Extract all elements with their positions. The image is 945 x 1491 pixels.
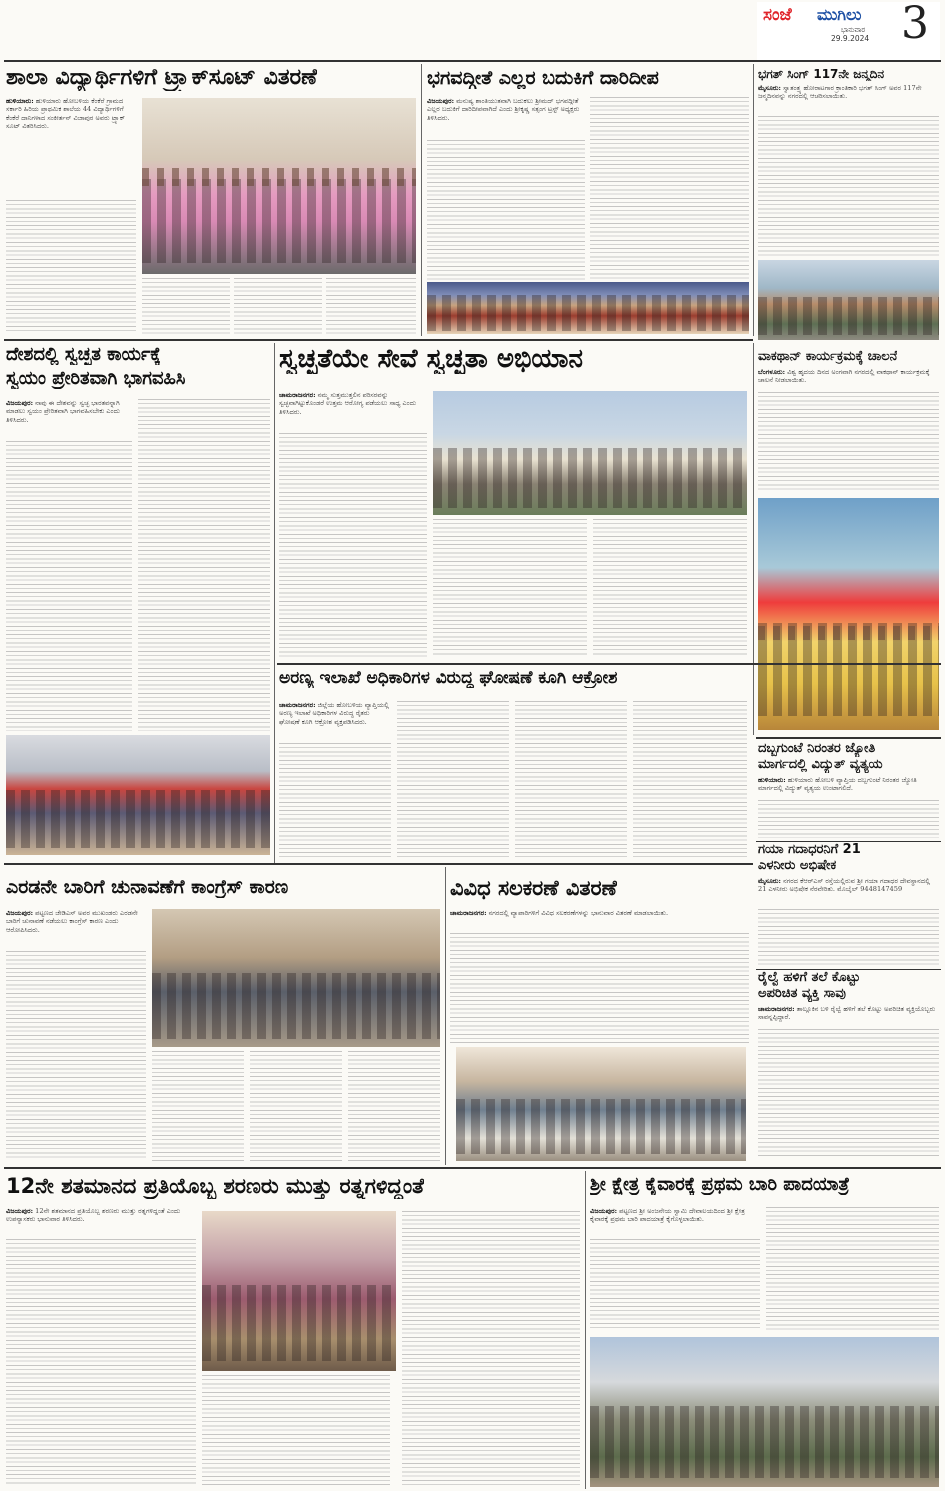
column-rule	[421, 64, 422, 336]
dateline: ಬೆಂಗಳೂರು:	[758, 368, 786, 376]
section-rule	[4, 339, 753, 341]
text-column	[138, 399, 270, 731]
dateline: ಚಾಮರಾಜನಗರ:	[758, 1005, 795, 1013]
headline: ಸ್ವಚ್ಛತೆಯೇ ಸೇವೆ ಸ್ವಚ್ಛತಾ ಅಭಿಯಾನ	[279, 345, 583, 374]
headline: ಭಗವದ್ಗೀತೆ ಎಲ್ಲರ ಬದುಕಿಗೆ ದಾರಿದೀಪ	[427, 68, 659, 89]
photo-felicitation	[427, 282, 749, 334]
text-column	[6, 1239, 196, 1485]
text-column	[515, 701, 627, 857]
lead-text: ಜಿಲ್ಲೆಯ ಹೋಬಳಿಯ ವ್ಯಾಪ್ತಿಯಲ್ಲಿ ಅರಣ್ಯ ಇಲಾಖೆ ಅಧಿಕಾರಿಗಳ ವಿರುದ್ಧ ರೈತರು ಘೋಷಣೆ ಕೂಗಿ ಆಕ್ರೋಶ ವ್ಯಕ್ತಪಡಿಸಿದರು.	[279, 701, 389, 726]
article-body	[6, 1207, 196, 1237]
text-column	[397, 701, 509, 857]
section-rule	[277, 663, 941, 665]
dateline: ಹುಳಿಯಾರು:	[6, 97, 34, 105]
headline: ಶಾಲಾ ವಿದ್ಯಾರ್ಥಿಗಳಿಗೆ ಟ್ರ್ಯಾಕ್‌ಸೂಟ್ ವಿತರಣೆ	[6, 66, 318, 90]
dateline: ಮೈಸೂರು:	[758, 877, 781, 885]
text-column	[590, 1239, 760, 1331]
lead-text: ಪಟ್ಟಣದ ಶ್ರೀ ಅಂಜನೇಯ ಸ್ವಾಮಿ ದೇವಾಲಯದಿಂದ ಶ್ರೀ ಕ್ಷೇತ್ರ ಕೈವಾರಕ್ಕೆ ಪ್ರಥಮ ಬಾರಿ ಪಾದಯಾತ್ರೆ ಕೈಗೊಳ್ಳಲಾಯಿತು.	[590, 1207, 745, 1224]
section-rule	[4, 863, 753, 865]
article-power-cut	[756, 740, 941, 840]
section-rule	[756, 841, 941, 842]
section-rule	[756, 737, 941, 739]
text-column	[593, 519, 747, 657]
article-swachhata-participation	[4, 343, 272, 860]
article-walkathon	[756, 348, 941, 734]
masthead-logo-left: ಸಂಜೆ	[763, 5, 792, 25]
article-body	[758, 368, 939, 390]
headline: ಎರಡನೇ ಬಾರಿಗೆ ಚುನಾವಣೆಗೆ ಕಾಂಗ್ರೆಸ್ ಕಾರಣ	[6, 877, 289, 898]
article-body	[758, 84, 939, 114]
article-body	[427, 97, 585, 137]
article-forest-protest	[277, 667, 751, 860]
dateline: ಮೈಸೂರು:	[758, 84, 781, 92]
column-rule	[585, 1171, 586, 1489]
article-body	[758, 877, 939, 907]
article-body	[450, 909, 749, 931]
article-body	[590, 1207, 760, 1237]
lead-text: ನಮ್ಮ ಸುತ್ತಮುತ್ತಲಿನ ಪರಿಸರವನ್ನು ಸ್ವಚ್ಛವಾಗಿಟ್ಟುಕೊಂಡರೆ ಉತ್ತಮ ಆರೋಗ್ಯ ಪಡೆಯಲು ಸಾಧ್ಯ ಎಂದು ತಿಳಿಸಿದರು.	[279, 391, 417, 416]
text-column	[766, 1207, 939, 1331]
lead-text: ಹುಳಿಯಾರು ಹೋಬಳಿಯ ಕೆಂಕೆರೆ ಗ್ರಾಮದ ಸರ್ಕಾರಿ ಹಿರಿಯ ಪ್ರಾಥಮಿಕ ಶಾಲೆಯ 44 ವಿದ್ಯಾರ್ಥಿಗಳಿಗೆ ಕೆಂಕೆರೆ ದಾನಿಗಳಾದ ಸಂಕೀರ್ತನ್ ವಿಜಾಪುರ ಅವರು ಟ್ರ್ಯಾಕ್ ಸೂಟ್ ವಿತರಿಸಿದರು.	[6, 97, 125, 131]
text-column	[758, 800, 939, 838]
article-body	[6, 909, 146, 949]
headline: ಅರಣ್ಯ ಇಲಾಖೆ ಅಧಿಕಾರಿಗಳ ವಿರುದ್ಧ ಘೋಷಣೆ ಕೂಗಿ ಆಕ್ರೋಶ	[279, 669, 618, 688]
masthead-date: 29.9.2024	[831, 34, 870, 43]
lead-text: 12ನೇ ಶತಮಾನದ ಪ್ರತಿಯೊಬ್ಬ ಶರಣರು ಮುತ್ತು ರತ್ನಗಳಿದ್ದಂತೆ ಎಂದು ಉಪನ್ಯಾಸಕರು ಭಾನುವಾರ ತಿಳಿಸಿದರು.	[6, 1207, 181, 1224]
text-column	[6, 200, 136, 334]
text-column	[450, 933, 749, 1043]
headline: ಭಗತ್ ಸಿಂಗ್ 117ನೇ ಜನ್ಮದಿನ	[758, 68, 884, 81]
article-body	[279, 391, 427, 431]
headline-line-1: ಗಯಾ ಗದಾಧರನಿಗೆ 21	[758, 843, 861, 857]
headline-line-2: ಅಪರಿಚಿತ ವ್ಯಕ್ತಿ ಸಾವು	[758, 987, 846, 1001]
photo-figures	[152, 973, 440, 1039]
photo-distribution	[456, 1047, 746, 1161]
photo-figures	[202, 1285, 396, 1362]
text-column	[758, 909, 939, 965]
photo-swachhata-event	[433, 391, 747, 515]
photo-walkathon	[758, 498, 939, 730]
photo-bhagat-singh-event	[758, 260, 939, 340]
article-trackshoot	[4, 64, 418, 336]
article-sharanaru	[4, 1171, 582, 1489]
dateline: ಚಾಮರಾಜನಗರ:	[279, 391, 316, 399]
article-body	[6, 399, 132, 439]
article-bhagat-singh	[756, 64, 941, 344]
column-rule	[753, 343, 754, 735]
headline: ವಿವಿಧ ಸಲಕರಣೆ ವಿತರಣೆ	[450, 877, 617, 900]
article-body	[6, 97, 136, 197]
lead-text: ಪಟ್ಟಣದ ಜೇಡಿಎಸ್ ಅವರ ಮುಖಂಡರು ಎರಡನೇ ಬಾರಿಗೆ ಚುನಾವಣೆ ನಡೆಯಲು ಕಾಂಗ್ರೆಸ್ ಕಾರಣ ಎಂದು ಆರೋಪಿಸಿದರು.	[6, 909, 138, 934]
photo-padayatre-group	[590, 1337, 939, 1487]
section-rule	[4, 1167, 941, 1169]
photo-figures	[758, 297, 939, 335]
article-body	[758, 776, 939, 798]
text-column	[250, 1051, 342, 1161]
text-column	[6, 951, 146, 1161]
photo-heads	[758, 626, 939, 640]
headline: ವಾಕಥಾನ್ ಕಾರ್ಯಕ್ರಮಕ್ಕೆ ಚಾಲನೆ	[758, 350, 898, 364]
text-column	[152, 1051, 244, 1161]
column-rule	[274, 343, 275, 863]
article-bhagavadgita	[425, 64, 751, 336]
photo-heads	[142, 168, 416, 186]
masthead	[757, 2, 940, 60]
text-column	[279, 433, 427, 657]
photo-cleanliness-drive	[6, 735, 270, 855]
photo-figures	[142, 179, 416, 263]
section-rule	[756, 969, 941, 970]
photo-figures	[590, 1406, 939, 1478]
lead-text: ನಗರದ ಕೆಆರ್‌ಎಸ್ ರಸ್ತೆಯಲ್ಲಿರುವ ಶ್ರೀ ಗಯಾ ಗದಾಧರ ದೇವಸ್ಥಾನದಲ್ಲಿ 21 ಎಳನೀರು ಅಭಿಷೇಕ ನೆರವೇರಿತು. ಮೊಬೈಲ್ 9448147459	[758, 877, 931, 894]
dateline: ಚಾಮರಾಜನಗರ:	[450, 909, 487, 917]
article-tender-coconut-abhisheka	[756, 843, 941, 968]
text-column	[590, 97, 749, 280]
text-column	[279, 743, 391, 857]
article-railway-death	[756, 971, 941, 1161]
headline-line-1: ರೈಲ್ವೆ ಹಳಿಗೆ ತಲೆ ಕೊಟ್ಟು	[758, 971, 861, 985]
text-column	[234, 278, 322, 334]
dateline: ಹುಳಿಯಾರು:	[758, 776, 786, 784]
text-column	[202, 1375, 390, 1485]
article-congress-election	[4, 867, 442, 1165]
photo-figures	[433, 448, 747, 508]
headline: 12ನೇ ಶತಮಾನದ ಪ್ರತಿಯೊಬ್ಬ ಶರಣರು ಮುತ್ತು ರತ್ನಗಳಿದ್ದಂತೆ	[6, 1175, 425, 1198]
article-kaivara-padayatre	[588, 1171, 941, 1489]
headline-line-1: ದೇಶದಲ್ಲಿ ಸ್ವಚ್ಛತ ಕಾರ್ಯಕ್ಕೆ	[6, 345, 161, 365]
photo-jds-meeting	[152, 909, 440, 1047]
article-swachhate-seve	[277, 343, 751, 661]
text-column	[6, 441, 132, 731]
text-column	[633, 701, 747, 857]
text-column	[433, 519, 587, 657]
dateline: ವಿಜಯಪುರ:	[6, 399, 34, 407]
photo-figures	[456, 1099, 746, 1154]
text-column	[758, 1029, 939, 1157]
lead-text: ವಿಶ್ವ ಹೃದಯ ದಿನದ ಅಂಗವಾಗಿ ನಗರದಲ್ಲಿ ವಾಕಥಾನ್ ಕಾರ್ಯಕ್ರಮಕ್ಕೆ ಚಾಲನೆ ನೀಡಲಾಯಿತು.	[758, 368, 930, 385]
text-column	[326, 278, 416, 334]
text-column	[758, 392, 939, 492]
dateline: ವಿಜಯಪುರ:	[6, 1207, 34, 1215]
dateline: ವಿಜಯಪುರ:	[6, 909, 34, 917]
lead-text: ಹುಳಿಯಾರು ಹೋಬಳಿ ವ್ಯಾಪ್ತಿಯ ದಬ್ಬಗುಂಟೆ ನಿರಂತರ ಜ್ಯೋತಿ ಮಾರ್ಗದಲ್ಲಿ ವಿದ್ಯುತ್ ವ್ಯತ್ಯಯ ಉಂಟಾಗಲಿದೆ.	[758, 776, 917, 793]
headline-line-2: ಸ್ವಯಂ ಪ್ರೇರಿತವಾಗಿ ಭಾಗವಹಿಸಿ	[6, 369, 186, 389]
headline-line-2: ಎಳನೀರು ಅಭಿಷೇಕ	[758, 859, 837, 873]
article-equipment-distribution	[448, 867, 751, 1165]
lead-text: ಸ್ವಾತಂತ್ರ್ಯ ಹೋರಾಟಗಾರ ಕ್ರಾಂತಿಕಾರಿ ಭಗತ್ ಸಿಂಗ್ ಅವರ 117ನೇ ಜನ್ಮದಿನವನ್ನು ನಗರದಲ್ಲಿ ಆಚರಿಸಲಾಯಿತು.	[758, 84, 922, 101]
headline-line-1: ದಬ್ಬಗುಂಟೆ ನಿರಂತರ ಜ್ಯೋತಿ	[758, 742, 876, 756]
lead-text: ನಾವು ಈ ದೇಶವನ್ನು ಸ್ವಚ್ಛ ಭಾರತವನ್ನಾಗಿ ಮಾಡಲು ಸ್ವಯಂ ಪ್ರೇರಿತವಾಗಿ ಭಾಗವಹಿಸಬೇಕು ಎಂದು ತಿಳಿಸಿದರು.	[6, 399, 120, 424]
text-column	[758, 116, 939, 256]
masthead-day: ಭಾನುವಾರ	[841, 26, 866, 34]
text-column	[402, 1211, 580, 1485]
headline-line-2: ಮಾರ್ಗದಲ್ಲಿ ವಿದ್ಯುತ್ ವ್ಯತ್ಯಯ	[758, 758, 883, 772]
headline: ಶ್ರೀ ಕ್ಷೇತ್ರ ಕೈವಾರಕ್ಕೆ ಪ್ರಥಮ ಬಾರಿ ಪಾದಯಾತ್ರೆ	[590, 1175, 850, 1195]
lead-text: ತಾಲ್ಲೂಕಿನ ಬಳಿ ರೈಲ್ವೆ ಹಳಿಗೆ ತಲೆ ಕೊಟ್ಟು ಅಪರಿಚಿತ ವ್ಯಕ್ತಿಯೊಬ್ಬರು ಸಾವನ್ನಪ್ಪಿದ್ದಾರೆ.	[758, 1005, 936, 1022]
photo-figures	[427, 295, 749, 331]
article-body	[758, 1005, 939, 1027]
dateline: ಚಾಮರಾಜನಗರ:	[279, 701, 316, 709]
photo-figures	[6, 790, 270, 848]
dateline: ವಿಜಯಪುರ:	[590, 1207, 618, 1215]
lead-text: ಮನುಷ್ಯ ಶಾಂತಿಯುತವಾಗಿ ಬದುಕಲು ಶ್ರೀಮದ್ ಭಗವದ್ಗೀತೆ ಎಲ್ಲರ ಬದುಕಿಗೆ ದಾರಿದೀಪವಾಗಿದೆ ಎಂದು ಶ್ರೀಕೃಷ್ಣ ಸತ್ಸಂಗ ಟ್ರಸ್ಟ್ ಅಧ್ಯಕ್ಷರು ತಿಳಿಸಿದರು.	[427, 97, 580, 122]
column-rule	[753, 64, 754, 336]
top-rule	[4, 60, 941, 62]
page-number: 3	[901, 0, 929, 49]
text-column	[427, 140, 585, 280]
column-rule	[445, 867, 446, 1165]
masthead-logo-right: ಮುಗಿಲು	[817, 5, 862, 24]
text-column	[142, 278, 230, 334]
article-body	[279, 701, 391, 741]
text-column	[348, 1051, 440, 1161]
dateline: ವಿಜಯಪುರ:	[427, 97, 455, 105]
lead-text: ನಗರದಲ್ಲಿ ವ್ಯಾಪಾರಿಗಳಿಗೆ ವಿವಿಧ ಸಲಕರಣೆಗಳನ್ನು ಭಾನುವಾರ ವಿತರಣೆ ಮಾಡಲಾಯಿತು.	[488, 909, 669, 917]
photo-sharana-program	[202, 1211, 396, 1371]
photo-students	[142, 98, 416, 274]
